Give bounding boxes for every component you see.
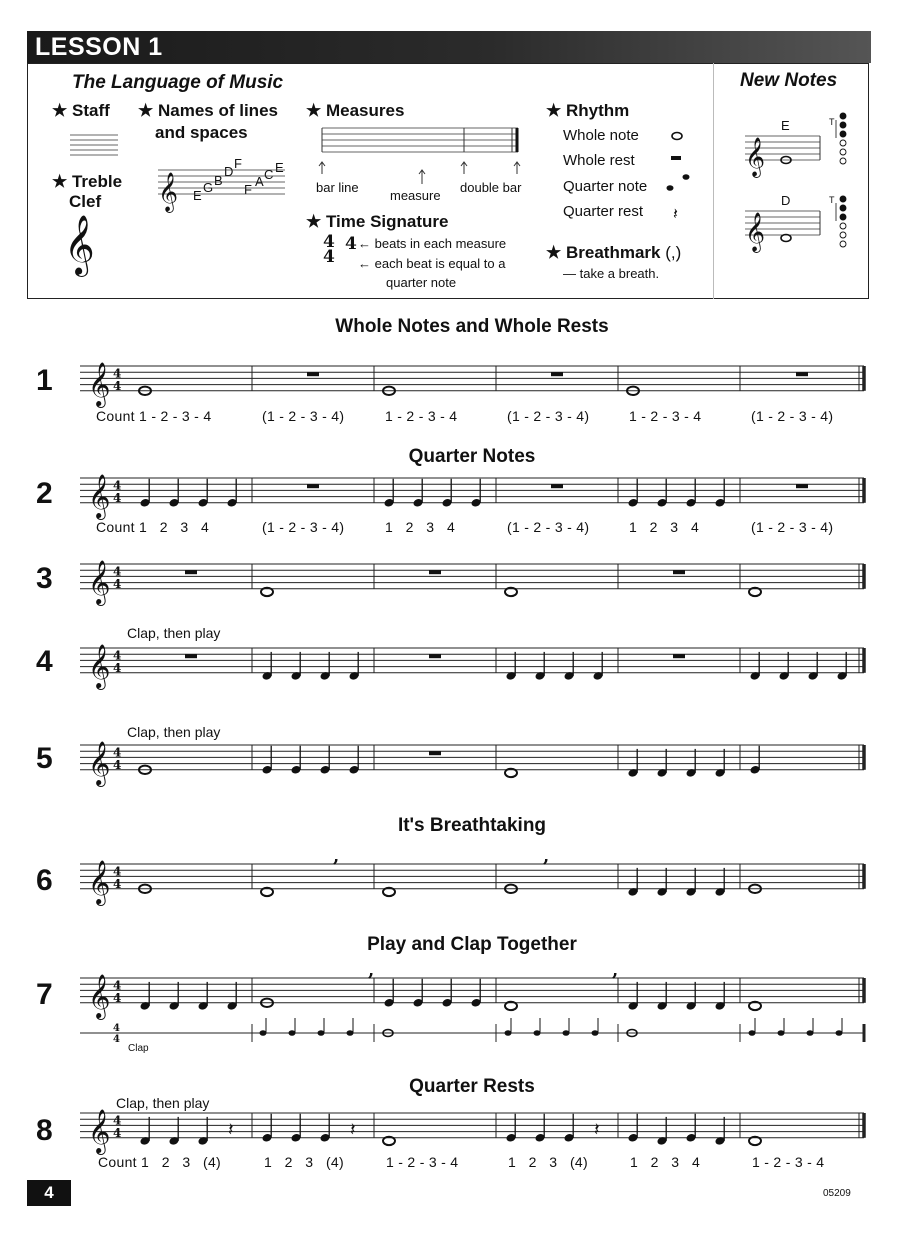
treble-clef-icon: 𝄞 — [88, 973, 111, 1018]
rhythm-quarter — [347, 1030, 354, 1036]
section-title-6: It's Breathtaking — [397, 815, 547, 836]
treble-clef-icon: 𝄞 — [88, 643, 111, 688]
fingering-hole — [840, 214, 846, 220]
time-signature-top: 4 — [113, 864, 122, 879]
whole-rest — [796, 484, 808, 488]
ts-desc-2: ← each beat is equal to a — [358, 256, 506, 271]
time-signature-top: 4 — [113, 745, 122, 760]
instruction-line-8: Clap, then play — [116, 1095, 210, 1111]
staff-label: ★ Staff — [52, 101, 110, 120]
treble-clef-icon: 𝄞 — [88, 1108, 111, 1153]
count-row2-1: Count 1 2 3 4 — [96, 519, 210, 535]
rhythm-quarter — [505, 1030, 512, 1036]
count-row1-1: Count 1 - 2 - 3 - 4 — [96, 408, 212, 424]
whole-note-icon — [672, 133, 682, 140]
count-row1-4: (1 - 2 - 3 - 4) — [507, 408, 590, 424]
whole-rest — [185, 570, 197, 574]
rhythm-quarter — [289, 1030, 296, 1036]
double-bar-label: double bar — [460, 180, 522, 195]
time-signature-bottom: 4 — [113, 1125, 122, 1140]
note-name-e: E — [193, 188, 202, 203]
treble-clef-large-icon: 𝄞 — [64, 215, 95, 275]
time-signature-bottom: 4 — [113, 490, 122, 505]
whole-rest — [673, 570, 685, 574]
lesson-title: LESSON 1 — [35, 33, 163, 61]
treble-clef-icon: 𝄞 — [88, 740, 111, 785]
ts-desc-1: ← beats in each measure — [358, 236, 507, 251]
section-title-8: Quarter Rests — [409, 1076, 535, 1097]
count-row2-2: (1 - 2 - 3 - 4) — [262, 519, 345, 535]
note-name-f2: F — [244, 182, 252, 197]
new-note-d — [781, 235, 791, 242]
breathmark-label: ★ Breathmark (,) — [546, 243, 682, 262]
fingering-hole — [840, 205, 846, 211]
count-row8-4: 1 2 3 (4) — [508, 1154, 588, 1170]
rhythm-quarter — [260, 1030, 267, 1036]
time-sig-example: 4 4 — [323, 232, 335, 267]
whole-rest-label: Whole rest — [563, 152, 635, 169]
treble-label-2: Clef — [69, 192, 102, 211]
breath-mark: , — [333, 846, 340, 867]
time-sig-label: ★ Time Signature — [306, 212, 449, 231]
whole-rest — [429, 570, 441, 574]
fingering-t-2: T — [829, 195, 835, 205]
time-signature-top: 4 — [113, 978, 122, 993]
rhythm-quarter — [778, 1030, 785, 1036]
time-signature-top: 4 — [113, 648, 122, 663]
quarter-rest-label: Quarter rest — [563, 203, 644, 220]
fingering-hole — [840, 149, 846, 155]
count-row1-2: (1 - 2 - 3 - 4) — [262, 408, 345, 424]
fingering-hole — [840, 196, 846, 202]
new-note-d-label: D — [781, 193, 791, 208]
quarter-rest: 𝄽 — [228, 1119, 234, 1141]
note-name-f: F — [234, 156, 242, 171]
line-number-4: 4 — [36, 645, 53, 678]
note-name-g: G — [203, 180, 214, 195]
whole-rest — [307, 372, 319, 376]
section-title-1: Whole Notes and Whole Rests — [335, 316, 609, 337]
count-row8-5: 1 2 3 4 — [630, 1154, 701, 1170]
fingering-hole — [840, 131, 846, 137]
ts-desc-3: quarter note — [386, 275, 457, 290]
fingering-hole — [840, 223, 846, 229]
fingering-hole — [840, 241, 846, 247]
note-name-c: C — [264, 167, 274, 182]
fingering-t-1: T — [829, 117, 835, 127]
names-label-2: and spaces — [155, 123, 248, 142]
clap-time-bottom: 4 — [113, 1034, 120, 1045]
count-row8-2: 1 2 3 (4) — [264, 1154, 344, 1170]
section-title-7: Play and Clap Together — [367, 934, 577, 955]
bar-line-label: bar line — [316, 180, 359, 195]
treble-clef-icon: 𝄞 — [158, 172, 179, 212]
rhythm-quarter — [749, 1030, 756, 1036]
count-row8-3: 1 - 2 - 3 - 4 — [386, 1154, 459, 1170]
new-notes-title: New Notes — [740, 70, 838, 91]
time-signature-bottom: 4 — [113, 876, 122, 891]
whole-note-label: Whole note — [563, 127, 639, 144]
rhythm-quarter — [592, 1030, 599, 1036]
time-signature-bottom: 4 — [113, 660, 122, 675]
breath-mark: , — [612, 960, 619, 981]
count-row8-6: 1 - 2 - 3 - 4 — [752, 1154, 825, 1170]
catalog-code: 05209 — [823, 1188, 851, 1199]
count-row1-6: (1 - 2 - 3 - 4) — [751, 408, 834, 424]
treble-clef-icon: 𝄞 — [88, 361, 111, 406]
line-number-8: 8 — [36, 1114, 53, 1147]
treble-label: ★ Treble — [52, 172, 123, 191]
note-name-a: A — [255, 174, 264, 189]
whole-rest — [429, 654, 441, 658]
whole-rest-icon — [671, 156, 681, 160]
section-title-2: Quarter Notes — [408, 446, 536, 467]
treble-clef-icon: 𝄞 — [88, 859, 111, 904]
treble-clef-icon: 𝄞 — [88, 473, 111, 518]
measures-label: ★ Measures — [306, 101, 405, 120]
breath-desc: — take a breath. — [563, 266, 660, 281]
rhythm-quarter — [836, 1030, 843, 1036]
instruction-line-4: Clap, then play — [127, 625, 221, 641]
rhythm-label: ★ Rhythm — [546, 101, 630, 120]
whole-rest — [551, 484, 563, 488]
whole-rest — [429, 751, 441, 755]
time-signature-top: 4 — [113, 564, 122, 579]
note-name-d: D — [224, 164, 234, 179]
quarter-note-icon — [667, 185, 674, 191]
clap-label: Clap — [128, 1043, 149, 1054]
fingering-hole — [840, 140, 846, 146]
names-label: ★ Names of lines — [138, 101, 278, 120]
whole-rest — [551, 372, 563, 376]
count-row8-1: Count 1 2 3 (4) — [98, 1154, 222, 1170]
rhythm-quarter — [534, 1030, 541, 1036]
line-number-3: 3 — [36, 562, 53, 595]
count-row2-5: 1 2 3 4 — [629, 519, 700, 535]
measure-label: measure — [390, 188, 441, 203]
quarter-rest: 𝄽 — [594, 1119, 600, 1141]
breath-mark: , — [368, 960, 375, 981]
time-sig-top-num: 4 — [345, 234, 357, 254]
time-signature-bottom: 4 — [113, 576, 122, 591]
instruction-line-5: Clap, then play — [127, 724, 221, 740]
count-row2-4: (1 - 2 - 3 - 4) — [507, 519, 590, 535]
time-signature-top: 4 — [113, 1113, 122, 1128]
time-signature-bottom: 4 — [113, 757, 122, 772]
line-number-6: 6 — [36, 864, 53, 897]
clap-time-top: 4 — [113, 1023, 120, 1034]
rhythm-quarter — [807, 1030, 814, 1036]
language-title: The Language of Music — [72, 72, 284, 93]
fingering-hole — [840, 232, 846, 238]
fingering-hole — [840, 113, 846, 119]
line-number-7: 7 — [36, 978, 53, 1011]
treble-clef-icon: 𝄞 — [745, 212, 766, 252]
quarter-note-icon — [683, 174, 690, 180]
time-signature-top: 4 — [113, 366, 122, 381]
treble-clef-icon: 𝄞 — [745, 137, 766, 177]
whole-rest — [796, 372, 808, 376]
time-signature-bottom: 4 — [113, 990, 122, 1005]
line-number-2: 2 — [36, 477, 53, 510]
fingering-hole — [840, 122, 846, 128]
rhythm-quarter — [318, 1030, 325, 1036]
line-number-5: 5 — [36, 742, 53, 775]
time-signature-bottom: 4 — [113, 378, 122, 393]
quarter-note-label: Quarter note — [563, 178, 648, 195]
fingering-hole — [840, 158, 846, 164]
breath-mark: , — [543, 846, 550, 867]
count-row1-3: 1 - 2 - 3 - 4 — [385, 408, 458, 424]
treble-clef-icon: 𝄞 — [88, 559, 111, 604]
whole-rest — [673, 654, 685, 658]
page-number: 4 — [27, 1180, 71, 1206]
note-name-e2: E — [275, 160, 284, 175]
count-row2-6: (1 - 2 - 3 - 4) — [751, 519, 834, 535]
new-note-e-label: E — [781, 118, 790, 133]
whole-rest — [307, 484, 319, 488]
note-name-b: B — [214, 173, 223, 188]
rhythm-quarter — [563, 1030, 570, 1036]
whole-rest — [185, 654, 197, 658]
line-number-1: 1 — [36, 364, 53, 397]
quarter-rest: 𝄽 — [350, 1119, 356, 1141]
quarter-rest-icon: 𝄽 — [673, 204, 678, 223]
count-row1-5: 1 - 2 - 3 - 4 — [629, 408, 702, 424]
time-signature-top: 4 — [113, 478, 122, 493]
count-row2-3: 1 2 3 4 — [385, 519, 456, 535]
